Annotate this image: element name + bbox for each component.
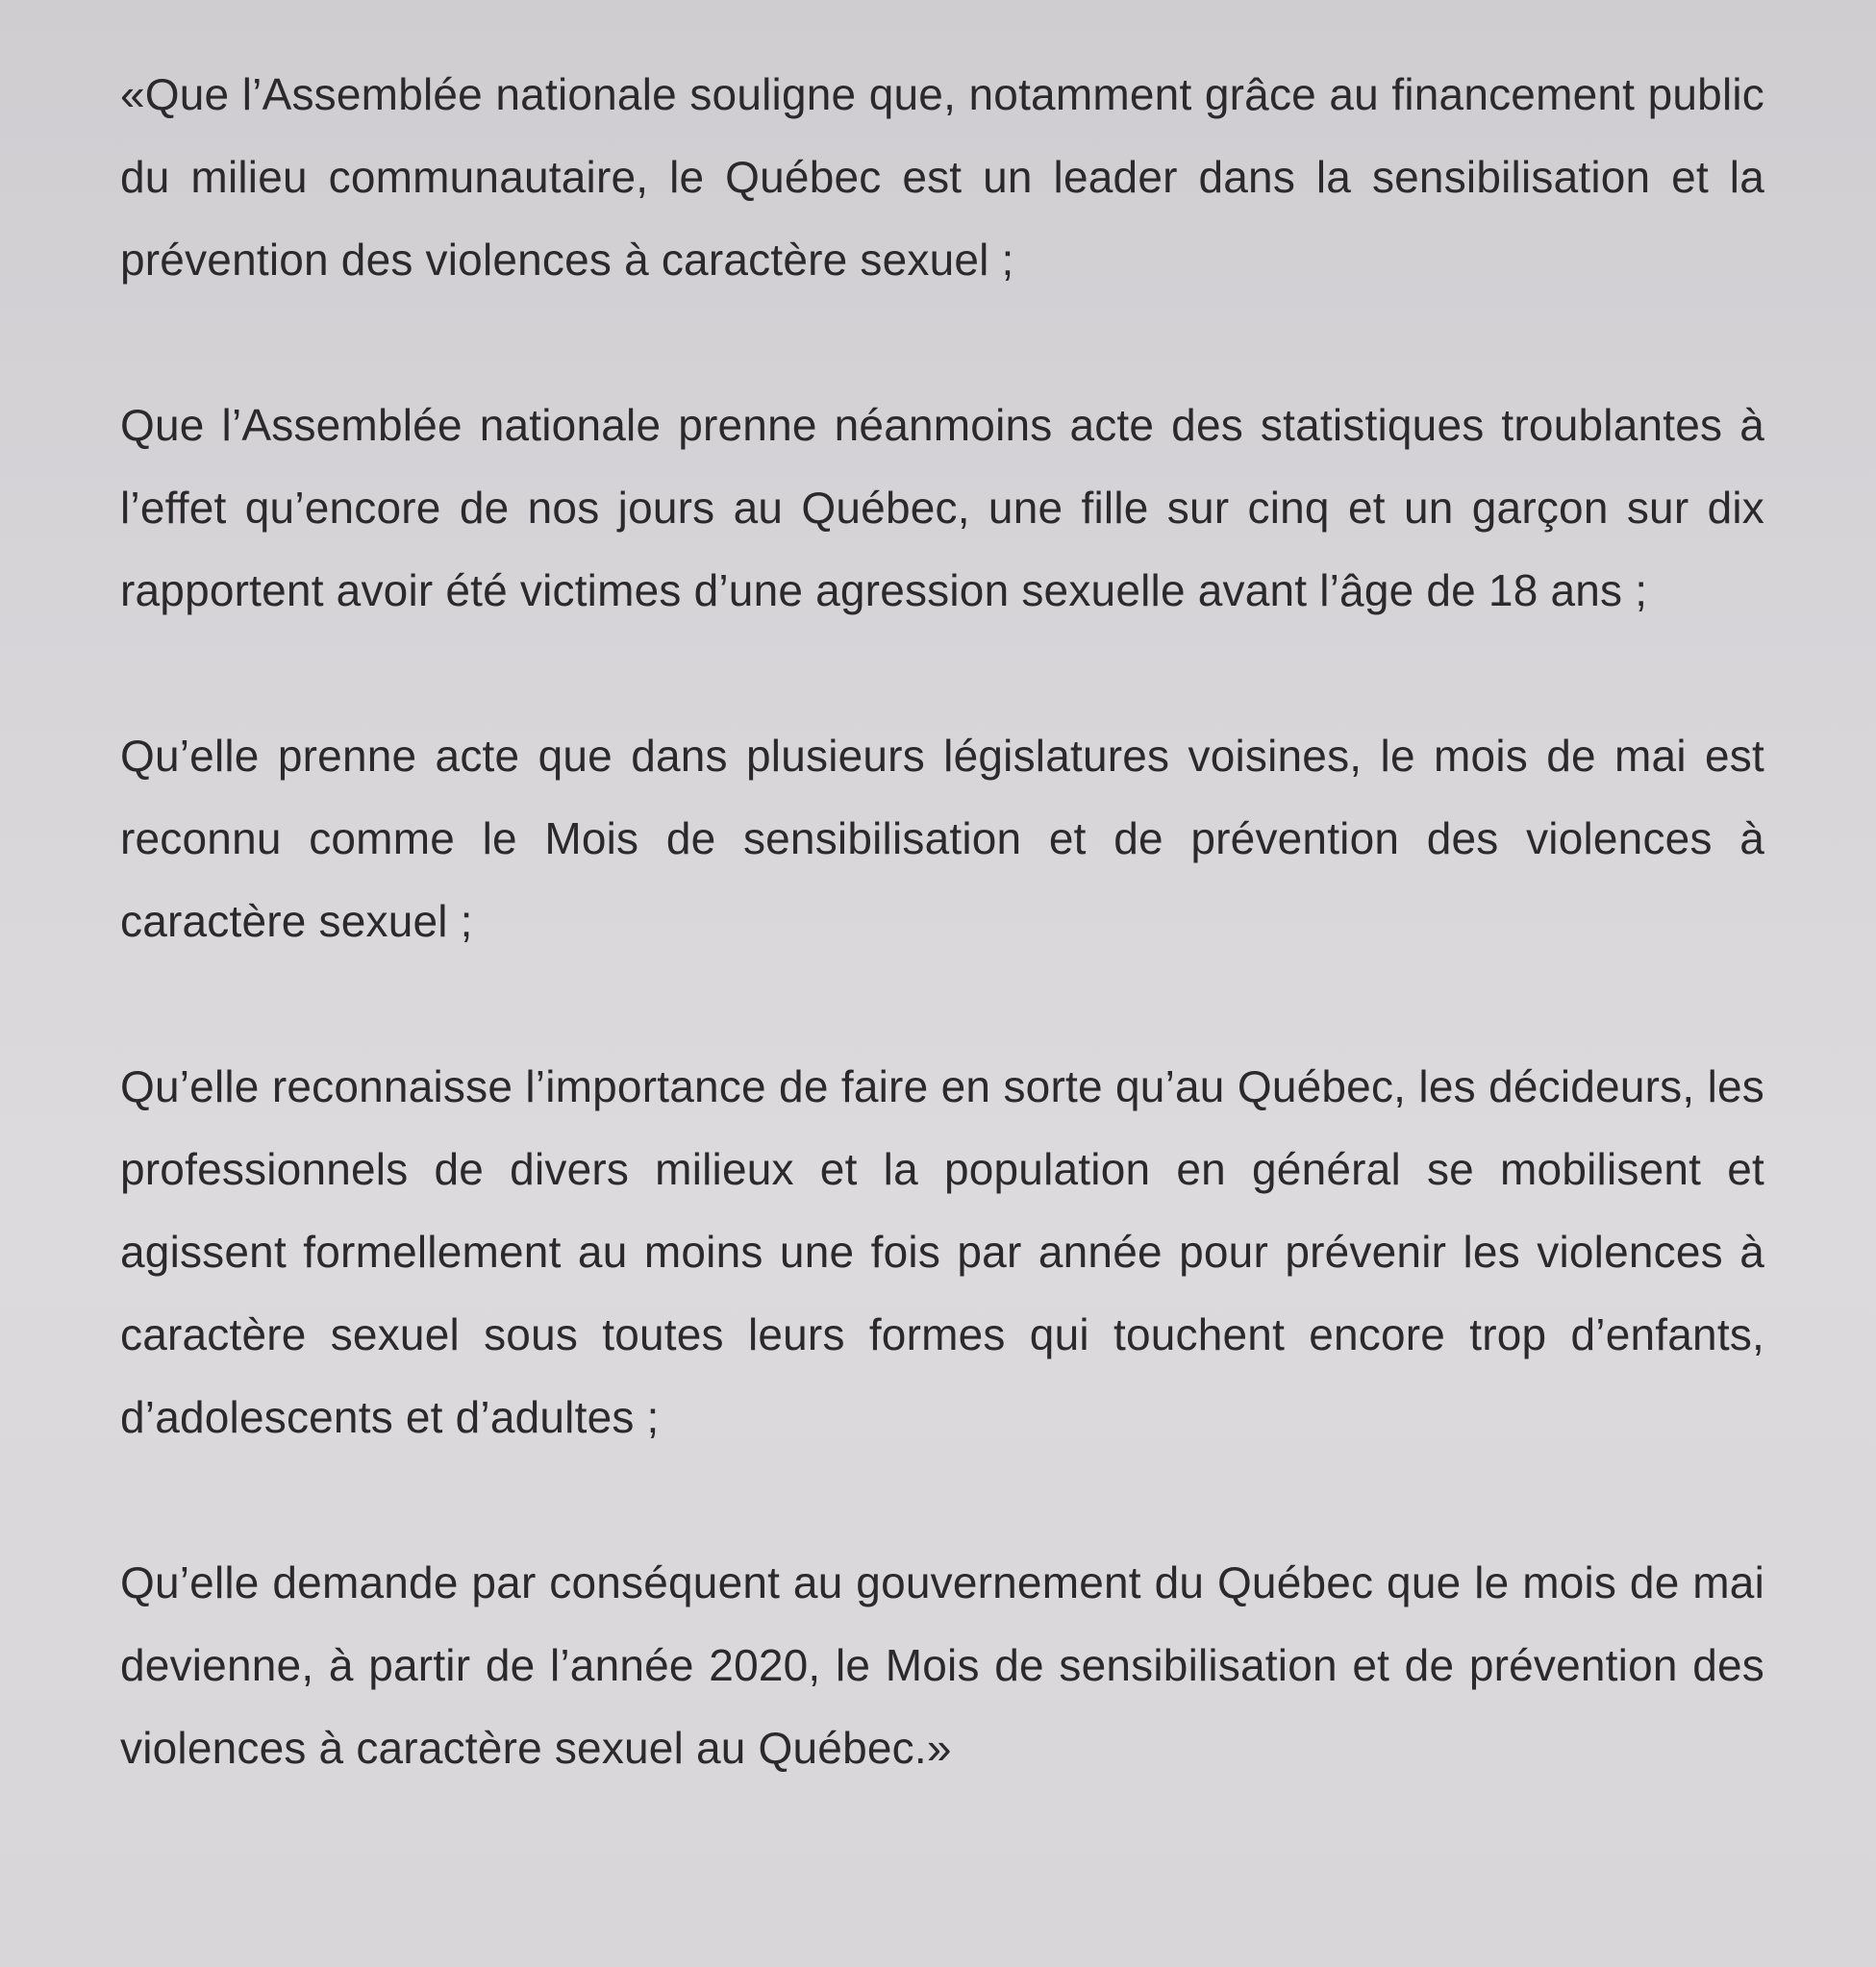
document-page bbox=[120, 53, 1764, 1872]
paragraph-4: Qu’elle reconnaisse l’importance de faire en sorte qu’au Québec, les décideurs, les professionnels de divers milieux et la population en général se mobilisent et agissent formellement au moins une fois par année pour prévenir les violences à caractère sexuel sous toutes leurs formes qui touchent encore trop d’enfants, d’adolescents et d’adultes ; bbox=[120, 1061, 1764, 1442]
paragraph-2: Que l’Assemblée nationale prenne néanmoins acte des statistiques troublantes à l’effet qu’encore de nos jours au Québec, une fille sur cinq et un garçon sur dix rapportent avoir été victimes d’une agression sexuelle avant l’âge de 18 ans ; bbox=[120, 400, 1764, 615]
paragraph-5: Qu’elle demande par conséquent au gouvernement du Québec que le mois de mai devienne, à partir de l’année 2020, le Mois de sensibilisation et de prévention des violences à caractère sexuel au Québec.» bbox=[120, 1557, 1764, 1773]
paragraph-1: «Que l’Assemblée nationale souligne que, notamment grâce au financement public du milieu communautaire, le Québec est un leader dans la sensibilisation et la prévention des violences à caractère sexuel ; bbox=[120, 69, 1764, 285]
paragraph-3: Qu’elle prenne acte que dans plusieurs législatures voisines, le mois de mai est reconnu comme le Mois de sensibilisation et de prévention des violences à caractère sexuel ; bbox=[120, 731, 1764, 946]
